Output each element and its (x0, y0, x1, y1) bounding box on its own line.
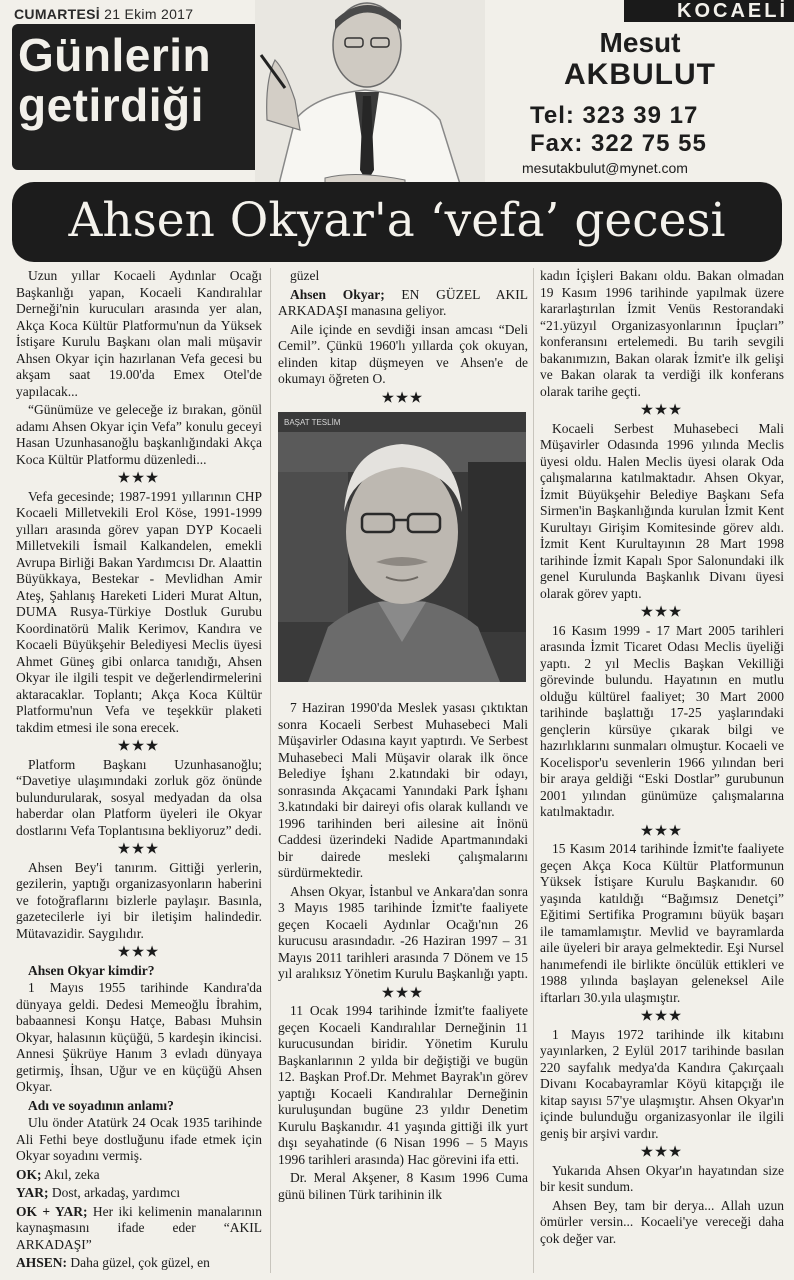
column-title-line-2: getirdiği (18, 79, 204, 131)
columnist-byline (500, 28, 780, 92)
definition-term: OK + YAR; (16, 1203, 88, 1219)
emphasis-text: EN GÜZEL AKIL ARKADAŞI manasına geliyor. (278, 286, 528, 318)
definition-text: Akıl, zeka (41, 1166, 100, 1182)
columnist-portrait (255, 0, 485, 200)
subheading: Ahsen Okyar kimdir? (28, 962, 155, 978)
paragraph: 11 Ocak 1994 tarihinde İzmit'te faaliyete geçen Kocaeli Kandıralılar Derneğinin 11 kurucusundan biridir. Yönetim Kurulu Başkanlarının 2 yılda bir değiştiği ve bugün 12. Başkan Prof.Dr. Mehmet Bayrak'ın görev yaptığı Kocaeli Kandıralılar Derneğinin kuruluşundan bugüne 23 yıldır Denetim Kurulu Başkanıdır. 41 yaşında gittiği ilk yurt dışı seyahatinde (6 Nisan 1996 – 5 Mayıs 1996 tarihleri arasında) Hac görevini ifa etti. (278, 1003, 528, 1167)
definition-text: Her iki kelimenin manalarının kaynaşmasını ifade eder “AKIL ARKADAŞI” (16, 1203, 262, 1252)
photo-background-sign: BAŞAT TESLİM (284, 418, 341, 427)
column-title-line-1: Günlerin (18, 29, 212, 81)
masthead (0, 0, 794, 182)
headline: Ahsen Okyar'a ‘vefa’ gecesi (68, 193, 726, 248)
column-title (18, 30, 211, 130)
definition-term: OK; (16, 1166, 42, 1182)
paragraph: 1 Mayıs 1972 tarihinde ilk kitabını yayınlarken, 2 Eylül 2017 tarihinde basılan 220 sayfalık medya'da Kandıra Çakırçaalı Divanı Kocabayramlar Köyü kitapçığı ile kitap sayısı 57'ye ulaşmıştır. Ahsen Okyar'ın içinde bulunduğu organizasyonlar ile ilgili geniş bir arşivi vardır. (540, 1026, 784, 1141)
section-separator: ★★★ (640, 604, 684, 619)
issue-day: CUMARTESİ (14, 6, 100, 22)
paragraph: Vefa gecesinde; 1987-1991 yıllarının CHP Kocaeli Milletvekili Erol Köse, 1991-1999 yılları arasında görev yapan DYP Kocaeli Milletvekili İsmail Kalkandelen, emekli Avrupa Birliği Bakan Yardımcısı Dr. Alaattin Büyükkaya, Bestekar - Mevlidhan Amir Ateş, Şahlanış Hareketi Lideri Murat Altun, DUMA Rusya-Türkiye Dostluk Gurubu Koordinatörü Malik Kerimov, Kandıra ve Kocaeli Büyükşehir Belediyesi Meclis üyesi Ahmet Güneş gibi onlarca tanıdığı, Ahsen Okyar ile ilgili tespit ve değerlendirmelerini aktaracaklar. Toplantı; Akça Koca Kültür Platformu'nun Vefa ve teşekkür plaketi takdim etmesi ile sona erecek. (16, 488, 262, 735)
paragraph: Uzun yıllar Kocaeli Aydınlar Ocağı Başkanlığı yapan, Kocaeli Kandıralılar Derneği'nin kurucuları arasında yer alan, Akça Koca Kültür Platformu'nun da Yüksek İstişare Kurulu Başkanı olan mali müşavir Ahsen Okyar için hazırlanan Vefa gecesi bu akşam saat 19.00'da Emex Otel'de yapılacak... (16, 268, 262, 399)
subheading: Adı ve soyadının anlamı? (28, 1097, 174, 1113)
section-separator: ★★★ (117, 470, 161, 485)
issue-date-value: 21 Ekim 2017 (104, 6, 194, 22)
paragraph: Ahsen Bey'i tanırım. Gittiği yerlerin, gezilerin, yaptığı organizasyonların haberini ve fotoğraflarını bizlerle paylaşır. Basınla, gazetecilerle iyi bir iletişim halindedir. Mütavazidir. Saygılıdır. (16, 859, 262, 941)
definition-term: YAR; (16, 1185, 49, 1200)
paragraph: 7 Haziran 1990'da Meslek yasası çıktıktan sonra Kocaeli Serbest Muhasebeci Mali Müşavirler Odasına kayıt yaptırdı. Ve Serbest Muhasebeci Mali Müşavir olarak ilk önce Belediye İşhanı 2.katındaki bir odayı, sonrasında Akçacami Yanındaki Park İşhanı 3.katındaki bir daireyi ofis olarak kullandı ve 1996 tarihinden beri ailesine ait İnönü Caddesi üzerindeki Nadide Apartmanındaki bir dairede mesleki çalışmalarını sürdürmektedir. (278, 700, 528, 880)
columnist-phone: Tel: 323 39 17 (530, 102, 699, 129)
paragraph: 16 Kasım 1999 - 17 Mart 2005 tarihleri arasında İzmit Ticaret Odası Meclis üyeliği yaptı. 2 yıl Meclis Başkan Vekilliği görevinde bulundu. Hayatının en mutlu olduğu kültürel faaliyet; 30 Mart 2000 tarihinde başlattığı 17-25 yaşlarındaki gençlerin kürsüye çıkarak bilgi ve hazırlıklarını sunmaları olmuştur. Kocaeli ve Kocelispor'u sevenlerin 1966 yılından beri bir araya geldiği “Eski Dostlar” gurubunun 2001 yılından günümüze çalışmalarına katılmaktadır. (540, 622, 784, 819)
article-column-2 (278, 268, 528, 1278)
columnist-last-name: AKBULUT (564, 58, 716, 91)
definition (16, 1185, 262, 1202)
paragraph: Yukarıda Ahsen Okyar'ın hayatından size bir kesit sundum. (540, 1162, 784, 1194)
article-column-1 (16, 268, 262, 1278)
paragraph: Ulu önder Atatürk 24 Ocak 1935 tarihinde Ali Fethi beye dostluğunu ifade etmek için Okyar soyadını vermiş. (16, 1115, 262, 1163)
section-separator: ★★★ (117, 841, 161, 856)
subject-photo (278, 412, 526, 682)
emphasis-term: Ahsen Okyar; (290, 286, 385, 302)
section-separator: ★★★ (381, 389, 425, 405)
columnist-first-name: Mesut (599, 27, 681, 58)
section-separator: ★★★ (381, 984, 425, 1000)
definition-text: Daha güzel, çok güzel, en (67, 1255, 210, 1270)
section-separator: ★★★ (640, 1008, 684, 1023)
definition (16, 1255, 262, 1272)
section-tag: KOCAELİ (624, 0, 794, 22)
paragraph: “Günümüze ve geleceğe iz bırakan, gönül adamı Ahsen Okyar için Vefa” konulu geceyi Hasan Uzunhasanoğlu başkanlığındaki Akça Koca Kültür Platformu düzenledi... (16, 402, 262, 467)
paragraph: kadın İçişleri Bakanı oldu. Bakan olmadan 19 Kasım 1996 tarihinde yapılmak üzere kararlaştırılan İzmit Venüs Restorandaki “21.yüzyıl Organizasyonlarının İpuçları” konferansını ertelemedi. Bu tarih sevgili bakanımızın, Bakan olarak İzmit'e ilk gelişi ve Bakan olarak ta verdiği ilk konferans olarak tarihe geçti. (540, 268, 784, 399)
paragraph: Dr. Meral Akşener, 8 Kasım 1996 Cuma günü bilinen Türk tarihinin ilk (278, 1170, 528, 1202)
paragraph: 1 Mayıs 1955 tarihinde Kandıra'da dünyaya geldi. Dedesi Memeoğlu İbrahim, babaannesi Konşu Hatçe, Babası Muhsin Okyar, halasının küçüğü, 5 kardeşin ikincisi. Annesi Şükrüye Hanım 3 evladı dünyaya getirmiş, İhsan, Uğur ve en küçüğü Ahsen Okyar. (16, 980, 262, 1094)
section-separator: ★★★ (117, 738, 161, 753)
paragraph (278, 287, 528, 320)
section-separator: ★★★ (640, 402, 684, 417)
paragraph: Platform Başkanı Uzunhasanoğlu; “Davetiye ulaşımındaki zorluk göz önünde bulundurularak, sosyal medyadan da olsa haberdar olan Platform üyeleri ile Okyar dostlarını Vefa Toplantısına bekliyoruz” dedi. (16, 756, 262, 838)
paragraph: Aile içinde en sevdiği insan amcası “Deli Cemil”. Çünkü 1960'lı yıllarda çok okuyan, elinden kitap düşmeyen ve Ahsen'e de okumayı öğreten O. (278, 321, 528, 386)
definition-term: AHSEN: (16, 1255, 68, 1270)
definition (16, 1204, 262, 1254)
article-column-3 (540, 268, 784, 1278)
paragraph: 15 Kasım 2014 tarihinde İzmit'te faaliyete geçen Akça Koca Kültür Platformunun Yüksek İstişare Kurulu Başkanıdır. 60 yaşında katıldığı “Bağımsız Denetçi” Eğitimi Sertifika Programını büyük başarı ile tamamlamıştır. Mevlid ve bayramlarda aile üyeleri bir araya gelmektedir. Eşi Nursel hanımefendi ile birlikte öncülük ettikleri ve 1988 yılında başlayan geleneksel Aile iftarları 30.yıla ulaşmıştır. (540, 841, 784, 1005)
subject-photo-image (278, 412, 526, 682)
columnist-email: mesutakbulut@mynet.com (522, 160, 688, 176)
paragraph: Ahsen Okyar, İstanbul ve Ankara'dan sonra 3 Mayıs 1985 tarihinde İzmit'te faaliyete geçen Kocaeli Aydınlar Ocağı'nın 26 kurucusu arasındadır. -26 Haziran 1997 – 31 Mayıs 2011 tarihleri arasında 7 Dönem ve 15 yıl aralıksız Yönetim Kurulu Başkanlığı yaptı. (278, 883, 528, 981)
paragraph: güzel (290, 268, 320, 283)
columnist-fax: Fax: 322 75 55 (530, 130, 707, 157)
paragraph: Ahsen Bey, tam bir derya... Allah uzun ömürler versin... Kocaeli'ye vereceği daha çok değer var. (540, 1197, 784, 1246)
section-separator: ★★★ (640, 822, 684, 838)
column-divider (270, 268, 271, 1273)
column-divider (533, 268, 534, 1273)
definition-text: Dost, arkadaş, yardımcı (48, 1185, 181, 1200)
issue-date (14, 6, 193, 22)
paragraph: Kocaeli Serbest Muhasebeci Mali Müşavirler Odasında 1996 yılında Meclis üyesi oldu. Halen Meclis üyesi olarak Oda çalışmalarına katılmaktadır. Ahsen Okyar, İzmit Büyükşehir Belediye Başkanı Sefa Sirmen'in Başkanlığında kurulan İzmit Kent Kurultayı Girişim Komitesinde görev aldı. İzmit Kent Kurultayının 28 Mart 1998 tarihinde İzmit Kapalı Spor Salonundaki ilk genel Kurulunda Başkanlık Divanı üyesi olarak görev yaptı. (540, 420, 784, 601)
section-separator: ★★★ (117, 944, 161, 959)
definition (16, 1167, 262, 1184)
section-separator: ★★★ (640, 1144, 684, 1159)
